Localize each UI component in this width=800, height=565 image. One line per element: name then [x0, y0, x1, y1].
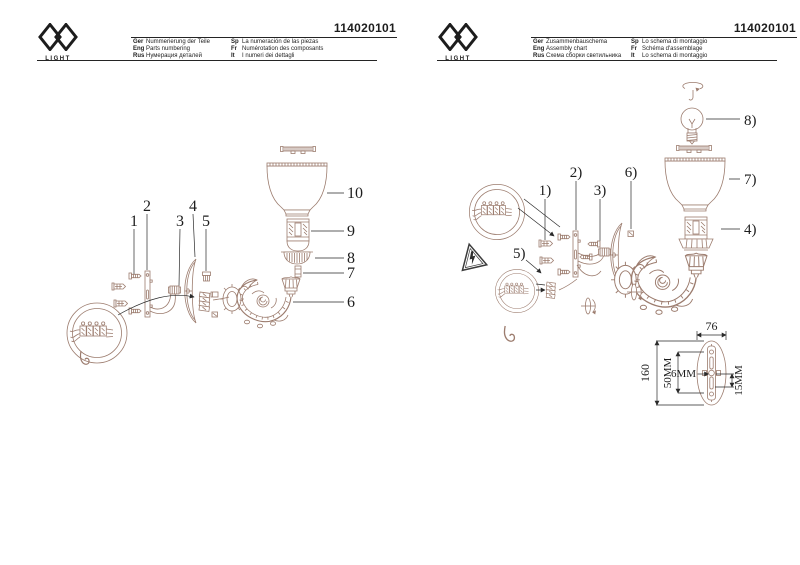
- lang-row: [133, 46, 190, 53]
- lang-text: I numeri dei dettagli: [242, 52, 295, 59]
- lang-text: Schéma d'assemblage: [642, 45, 703, 52]
- step-label: 1): [538, 183, 552, 199]
- header-rule-bottom: [37, 60, 377, 61]
- lang-code: Fr: [231, 45, 237, 52]
- lang-text: Nummerierung der Teile: [146, 38, 210, 45]
- lang-row: [533, 46, 587, 53]
- cap-nut-drawing: [203, 272, 211, 281]
- lampshade-drawing: [665, 158, 725, 211]
- ribbed-cap-drawing: [281, 252, 313, 264]
- mounting-bracket-drawing: [145, 271, 152, 317]
- lang-row: [133, 53, 202, 60]
- screw-drawing: [129, 308, 141, 314]
- wall-plate-drawing: [185, 259, 196, 323]
- part-labels: [130, 185, 363, 311]
- wiring-detail-circle: [469, 184, 524, 239]
- part-label: 6: [347, 294, 355, 311]
- lang-text: Zusammenbauschema: [546, 38, 608, 45]
- hook-drawing: [504, 326, 514, 341]
- lang-code: Sp: [231, 38, 239, 45]
- part-label: 10: [347, 185, 363, 202]
- mw-logo-icon: [436, 23, 480, 51]
- brand-logo: [435, 23, 481, 62]
- step-label: 4): [744, 222, 757, 238]
- part-label: 9: [347, 223, 355, 240]
- lang-row: [231, 53, 294, 60]
- shade-ring-drawing: [281, 147, 316, 154]
- lang-row: [631, 39, 707, 46]
- threaded-nipple-drawing: [599, 248, 611, 256]
- screw-drawing: [558, 234, 570, 240]
- step-label: 2): [569, 165, 583, 181]
- lang-text: Нумерация деталей: [146, 52, 202, 59]
- lang-code: Ger: [533, 38, 544, 45]
- step-label: 3): [593, 183, 607, 199]
- lang-row: [231, 46, 323, 53]
- dimension-diagram: [638, 319, 745, 405]
- screw-drawing: [588, 241, 600, 247]
- step-label: 6): [624, 165, 638, 181]
- parts-numbering-diagram: [0, 80, 400, 565]
- part-label: 8: [347, 250, 355, 267]
- lang-code: Rus: [533, 52, 545, 59]
- leader-lines: [134, 193, 344, 302]
- lang-row: [231, 39, 318, 46]
- dimension-label: 76: [705, 319, 718, 333]
- terminal-block-drawing: [197, 292, 211, 311]
- brand-logo: [35, 23, 81, 62]
- wall-anchor-drawing: [112, 283, 126, 290]
- lampshade-drawing: [267, 163, 327, 216]
- shade-ring-drawing: [677, 146, 712, 153]
- lang-code: It: [231, 52, 235, 59]
- mw-logo-icon: [36, 23, 80, 51]
- lang-code: Rus: [133, 52, 145, 59]
- wiring-detail-circle: [495, 269, 538, 312]
- wall-anchor-drawing: [540, 257, 554, 264]
- wall-anchor-drawing: [114, 300, 128, 307]
- lang-code: Eng: [533, 45, 545, 52]
- part-label: 3: [176, 213, 184, 230]
- dimension-label: 160: [638, 364, 652, 382]
- step-labels: [513, 113, 757, 262]
- dimension-label: 6MM: [670, 368, 696, 380]
- step5-arrow: [526, 260, 541, 273]
- lang-text: La numeración de las piezas: [242, 38, 319, 45]
- dimension-label: 15MM: [733, 365, 745, 396]
- spacer-drawing: [295, 266, 301, 277]
- lang-row: [533, 39, 607, 46]
- lang-text: Lo schema di montaggio: [642, 52, 708, 59]
- sconce-arm-drawing: [220, 277, 300, 328]
- screw-drawing: [558, 269, 570, 275]
- terminal-block-drawing: [545, 282, 557, 299]
- lang-row: [133, 39, 210, 46]
- rotate-arrow-icon: [683, 82, 703, 100]
- lang-row: [631, 53, 707, 60]
- lang-text: Assembly chart: [546, 45, 588, 52]
- threaded-nipple-drawing: [169, 286, 181, 294]
- lang-row: [631, 46, 703, 53]
- step-label: 7): [744, 172, 757, 188]
- header-rule-bottom: [437, 60, 777, 61]
- lang-text: Parts numbering: [146, 45, 191, 52]
- lang-text: Lo schema di montaggio: [642, 38, 708, 45]
- part-label: 4: [189, 198, 197, 215]
- mounting-bracket-drawing: [573, 231, 580, 277]
- wire-drawing: [559, 279, 577, 290]
- thumbscrew-rotate-icon: [581, 298, 596, 315]
- lang-code: Eng: [133, 45, 145, 52]
- sconce-arm-drawing: [611, 253, 707, 314]
- step-label: 8): [744, 113, 757, 129]
- left-page-header: [0, 0, 400, 80]
- lang-text: Схема сборки светильника: [546, 52, 622, 59]
- article-number: 114020101: [733, 21, 796, 35]
- lang-code: Sp: [631, 38, 639, 45]
- lang-row: [533, 53, 621, 60]
- wiring-detail-circle: [67, 303, 127, 363]
- bulb-drawing: [681, 108, 703, 144]
- brand-name: LIGHT: [45, 56, 71, 62]
- washer-drawing: [211, 292, 218, 317]
- electric-warning-icon: [457, 241, 487, 270]
- brand-name: LIGHT: [445, 56, 471, 62]
- part-label: 5: [202, 213, 210, 230]
- wall-anchor-drawing: [539, 240, 553, 247]
- part-label: 7: [347, 265, 355, 282]
- assembly-chart-diagram: [400, 80, 800, 565]
- right-page-header: [400, 0, 800, 80]
- socket-drawing: [679, 217, 713, 250]
- lang-code: Fr: [631, 45, 637, 52]
- part-label: 2: [143, 198, 151, 215]
- part-label: 1: [130, 213, 138, 230]
- lang-text: Numérotation des composants: [242, 45, 324, 52]
- lang-code: It: [631, 52, 635, 59]
- socket-drawing: [287, 219, 309, 251]
- step-label: 5): [513, 246, 526, 262]
- dimension-label: 50MM: [662, 357, 674, 389]
- screw-drawing: [129, 273, 141, 279]
- article-number: 114020101: [333, 21, 396, 35]
- lang-code: Ger: [133, 38, 144, 45]
